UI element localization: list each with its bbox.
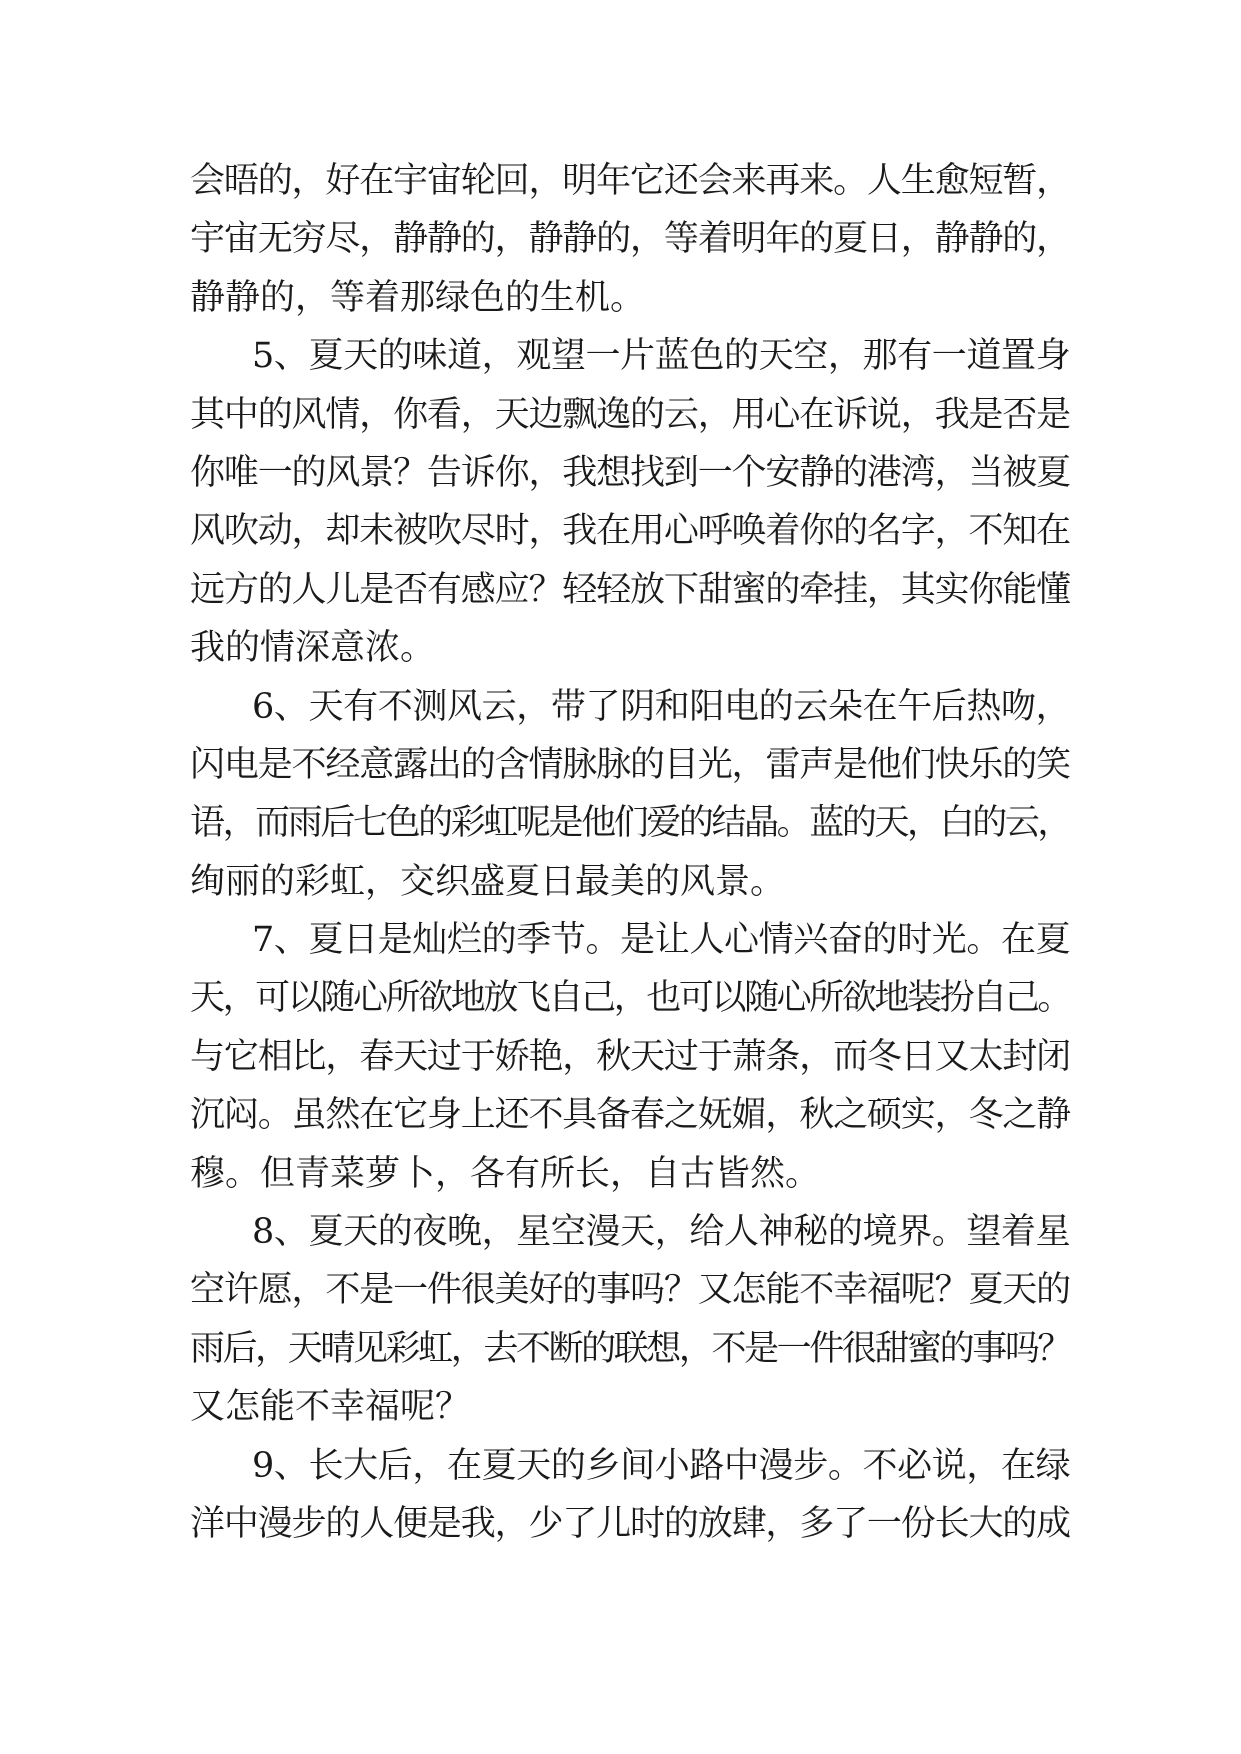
text-line: 你唯一的风景？告诉你，我想找到一个安静的港湾，当被夏 [190,452,1071,493]
text-line: 闪电是不经意露出的含情脉脉的目光，雷声是他们快乐的笑 [190,744,1071,785]
text-line: 远方的人儿是否有感应？轻轻放下甜蜜的牵挂，其实你能懂 [190,569,1071,610]
text-line: 宇宙无穷尽，静静的，静静的，等着明年的夏日，静静的， [190,219,1071,260]
text-line: 其中的风情，你看，天边飘逸的云，用心在诉说，我是否是 [190,394,1071,435]
text-line: 天，可以随心所欲地放飞自己，也可以随心所欲地装扮自己。 [190,978,1071,1019]
text-line: 空许愿，不是一件很美好的事吗？又怎能不幸福呢？夏天的 [190,1270,1071,1311]
text-line: 与它相比，春天过于娇艳，秋天过于萧条，而冬日又太封闭 [190,1036,1071,1077]
text-line: 8、夏天的夜晚，星空漫天，给人神秘的境界。望着星 [252,1212,1071,1253]
text-line: 穆。但青菜萝卜，各有所长，自古皆然。 [190,1153,821,1194]
text-line: 雨后，天晴见彩虹，去不断的联想，不是一件很甜蜜的事吗？ [190,1328,1071,1369]
text-line: 我的情深意浓。 [190,628,436,669]
text-line: 沉闷。虽然在它身上还不具备春之妩媚，秋之硕实，冬之静 [190,1095,1071,1136]
text-line: 绚丽的彩虹，交织盛夏日最美的风景。 [190,861,786,902]
body-text [190,152,1070,1553]
text-line: 洋中漫步的人便是我，少了儿时的放肆，多了一份长大的成 [190,1503,1071,1544]
text-line: 5、夏天的味道，观望一片蓝色的天空，那有一道置身 [252,336,1071,377]
text-line: 6、天有不测风云，带了阴和阳电的云朵在午后热吻， [252,686,1071,727]
text-line: 又怎能不幸福呢？ [190,1387,471,1428]
text-line: 风吹动，却未被吹尽时，我在用心呼唤着你的名字，不知在 [190,511,1071,552]
text-line: 9、长大后，在夏天的乡间小路中漫步。不必说，在绿 [252,1445,1071,1486]
text-line: 静静的，等着那绿色的生机。 [190,277,646,318]
text-line: 语，而雨后七色的彩虹呢是他们爱的结晶。蓝的天，白的云， [190,803,1071,844]
text-line: 7、夏日是灿烂的季节。是让人心情兴奋的时光。在夏 [252,920,1071,961]
text-line: 会晤的，好在宇宙轮回，明年它还会来再来。人生愈短暂， [190,161,1071,201]
